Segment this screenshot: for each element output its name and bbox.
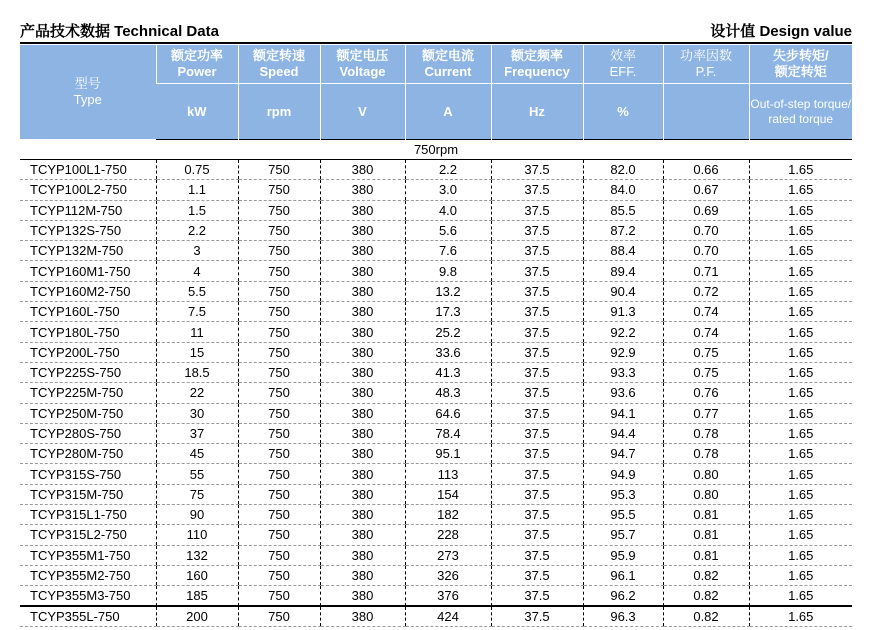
torque-cell: 1.65 bbox=[749, 241, 852, 261]
table-row bbox=[20, 160, 852, 180]
type-cell: TCYP280S-750 bbox=[20, 423, 156, 443]
torque-cell: 1.65 bbox=[749, 464, 852, 484]
power-unit: kW bbox=[156, 84, 238, 140]
frequency-column-header bbox=[491, 45, 583, 84]
torque-header-en: 额定转矩 bbox=[774, 64, 827, 79]
power-column-header bbox=[156, 45, 238, 84]
speed-unit: rpm bbox=[238, 84, 320, 140]
efficiency-cell: 88.4 bbox=[583, 241, 663, 261]
speed-group-label: 750rpm bbox=[20, 140, 852, 160]
efficiency-cell: 92.9 bbox=[583, 342, 663, 362]
type-header-cn: 型号 bbox=[74, 76, 101, 91]
table-row bbox=[20, 484, 852, 504]
type-cell: TCYP225S-750 bbox=[20, 362, 156, 382]
speed-group-row bbox=[20, 140, 852, 160]
torque-cell: 1.65 bbox=[749, 200, 852, 220]
torque-header-cn: 失步转矩/ bbox=[772, 48, 829, 63]
voltage-cell: 380 bbox=[320, 606, 405, 626]
efficiency-header-en: EFF. bbox=[609, 64, 637, 79]
current-cell: 41.3 bbox=[405, 362, 491, 382]
torque-unit: Out-of-step torque/ rated torque bbox=[749, 84, 852, 140]
speed-cell: 750 bbox=[238, 160, 320, 180]
voltage-cell: 380 bbox=[320, 525, 405, 545]
table-row bbox=[20, 261, 852, 281]
power-cell: 110 bbox=[156, 525, 238, 545]
type-cell: TCYP160L-750 bbox=[20, 302, 156, 322]
voltage-header-cn: 额定电压 bbox=[336, 48, 389, 63]
torque-cell: 1.65 bbox=[749, 444, 852, 464]
speed-cell: 750 bbox=[238, 444, 320, 464]
frequency-cell: 37.5 bbox=[491, 160, 583, 180]
voltage-cell: 380 bbox=[320, 505, 405, 525]
efficiency-cell: 94.9 bbox=[583, 464, 663, 484]
voltage-cell: 380 bbox=[320, 322, 405, 342]
power-factor-cell: 0.82 bbox=[663, 586, 749, 606]
frequency-cell: 37.5 bbox=[491, 362, 583, 382]
efficiency-cell: 96.3 bbox=[583, 606, 663, 626]
voltage-cell: 380 bbox=[320, 484, 405, 504]
torque-cell: 1.65 bbox=[749, 322, 852, 342]
type-cell: TCYP315L2-750 bbox=[20, 525, 156, 545]
torque-cell: 1.65 bbox=[749, 525, 852, 545]
efficiency-cell: 92.2 bbox=[583, 322, 663, 342]
power-header-en: Power bbox=[177, 64, 217, 79]
voltage-cell: 380 bbox=[320, 464, 405, 484]
power-factor-cell: 0.75 bbox=[663, 362, 749, 382]
speed-cell: 750 bbox=[238, 322, 320, 342]
power-cell: 18.5 bbox=[156, 362, 238, 382]
current-cell: 3.0 bbox=[405, 180, 491, 200]
current-header-cn: 额定电流 bbox=[421, 48, 474, 63]
efficiency-cell: 89.4 bbox=[583, 261, 663, 281]
voltage-cell: 380 bbox=[320, 444, 405, 464]
torque-cell: 1.65 bbox=[749, 160, 852, 180]
power-factor-cell: 0.69 bbox=[663, 200, 749, 220]
power-cell: 45 bbox=[156, 444, 238, 464]
torque-cell: 1.65 bbox=[749, 586, 852, 606]
frequency-cell: 37.5 bbox=[491, 200, 583, 220]
torque-cell: 1.65 bbox=[749, 281, 852, 301]
power-cell: 22 bbox=[156, 383, 238, 403]
torque-cell: 1.65 bbox=[749, 362, 852, 382]
table-row bbox=[20, 241, 852, 261]
efficiency-unit: % bbox=[583, 84, 663, 140]
efficiency-cell: 87.2 bbox=[583, 220, 663, 240]
power-factor-cell: 0.76 bbox=[663, 383, 749, 403]
document-title-bar bbox=[20, 22, 852, 42]
efficiency-cell: 94.4 bbox=[583, 423, 663, 443]
torque-cell: 1.65 bbox=[749, 220, 852, 240]
speed-cell: 750 bbox=[238, 606, 320, 626]
frequency-cell: 37.5 bbox=[491, 342, 583, 362]
power-factor-header-cn: 功率因数 bbox=[679, 48, 732, 63]
current-cell: 2.2 bbox=[405, 160, 491, 180]
frequency-cell: 37.5 bbox=[491, 322, 583, 342]
power-cell: 2.2 bbox=[156, 220, 238, 240]
voltage-header-en: Voltage bbox=[339, 64, 386, 79]
table-row bbox=[20, 302, 852, 322]
torque-cell: 1.65 bbox=[749, 261, 852, 281]
frequency-cell: 37.5 bbox=[491, 261, 583, 281]
type-cell: TCYP315M-750 bbox=[20, 484, 156, 504]
voltage-cell: 380 bbox=[320, 180, 405, 200]
type-cell: TCYP100L1-750 bbox=[20, 160, 156, 180]
table-row bbox=[20, 362, 852, 382]
torque-cell: 1.65 bbox=[749, 302, 852, 322]
current-cell: 154 bbox=[405, 484, 491, 504]
voltage-cell: 380 bbox=[320, 423, 405, 443]
document-title: 产品技术数据 Technical Data bbox=[20, 23, 219, 40]
frequency-header-en: Frequency bbox=[504, 64, 570, 79]
power-cell: 30 bbox=[156, 403, 238, 423]
current-cell: 113 bbox=[405, 464, 491, 484]
power-factor-unit bbox=[663, 84, 749, 140]
efficiency-cell: 94.1 bbox=[583, 403, 663, 423]
table-row bbox=[20, 342, 852, 362]
power-factor-cell: 0.70 bbox=[663, 220, 749, 240]
efficiency-cell: 94.7 bbox=[583, 444, 663, 464]
voltage-cell: 380 bbox=[320, 220, 405, 240]
power-factor-cell: 0.74 bbox=[663, 302, 749, 322]
power-cell: 5.5 bbox=[156, 281, 238, 301]
torque-cell: 1.65 bbox=[749, 423, 852, 443]
speed-column-header bbox=[238, 45, 320, 84]
frequency-cell: 37.5 bbox=[491, 383, 583, 403]
power-factor-cell: 0.72 bbox=[663, 281, 749, 301]
type-cell: TCYP160M1-750 bbox=[20, 261, 156, 281]
power-cell: 3 bbox=[156, 241, 238, 261]
power-factor-cell: 0.66 bbox=[663, 160, 749, 180]
speed-cell: 750 bbox=[238, 342, 320, 362]
table-header bbox=[20, 45, 852, 140]
speed-cell: 750 bbox=[238, 545, 320, 565]
efficiency-header-cn: 效率 bbox=[609, 48, 636, 63]
table-row bbox=[20, 322, 852, 342]
type-cell: TCYP315S-750 bbox=[20, 464, 156, 484]
frequency-cell: 37.5 bbox=[491, 423, 583, 443]
speed-cell: 750 bbox=[238, 505, 320, 525]
power-factor-cell: 0.77 bbox=[663, 403, 749, 423]
power-factor-cell: 0.82 bbox=[663, 565, 749, 585]
speed-header-en: Speed bbox=[259, 64, 299, 79]
efficiency-cell: 93.6 bbox=[583, 383, 663, 403]
speed-cell: 750 bbox=[238, 261, 320, 281]
technical-data-table bbox=[20, 45, 852, 627]
current-cell: 424 bbox=[405, 606, 491, 626]
table-row bbox=[20, 281, 852, 301]
current-cell: 4.0 bbox=[405, 200, 491, 220]
frequency-unit: Hz bbox=[491, 84, 583, 140]
table-row bbox=[20, 606, 852, 626]
power-cell: 1.1 bbox=[156, 180, 238, 200]
efficiency-column-header bbox=[583, 45, 663, 84]
type-cell: TCYP160M2-750 bbox=[20, 281, 156, 301]
power-cell: 75 bbox=[156, 484, 238, 504]
frequency-cell: 37.5 bbox=[491, 444, 583, 464]
speed-cell: 750 bbox=[238, 464, 320, 484]
table-row bbox=[20, 444, 852, 464]
current-cell: 33.6 bbox=[405, 342, 491, 362]
top-rule bbox=[20, 42, 852, 44]
power-cell: 37 bbox=[156, 423, 238, 443]
voltage-cell: 380 bbox=[320, 362, 405, 382]
voltage-cell: 380 bbox=[320, 586, 405, 606]
table-row bbox=[20, 505, 852, 525]
power-factor-cell: 0.78 bbox=[663, 423, 749, 443]
voltage-cell: 380 bbox=[320, 261, 405, 281]
voltage-cell: 380 bbox=[320, 302, 405, 322]
power-cell: 7.5 bbox=[156, 302, 238, 322]
voltage-cell: 380 bbox=[320, 545, 405, 565]
efficiency-cell: 93.3 bbox=[583, 362, 663, 382]
speed-cell: 750 bbox=[238, 383, 320, 403]
efficiency-cell: 82.0 bbox=[583, 160, 663, 180]
power-cell: 1.5 bbox=[156, 200, 238, 220]
type-cell: TCYP355M3-750 bbox=[20, 586, 156, 606]
efficiency-cell: 95.5 bbox=[583, 505, 663, 525]
speed-cell: 750 bbox=[238, 200, 320, 220]
type-cell: TCYP132S-750 bbox=[20, 220, 156, 240]
type-cell: TCYP180L-750 bbox=[20, 322, 156, 342]
current-cell: 376 bbox=[405, 586, 491, 606]
current-cell: 5.6 bbox=[405, 220, 491, 240]
power-factor-cell: 0.82 bbox=[663, 606, 749, 626]
current-cell: 13.2 bbox=[405, 281, 491, 301]
speed-cell: 750 bbox=[238, 302, 320, 322]
frequency-cell: 37.5 bbox=[491, 606, 583, 626]
voltage-cell: 380 bbox=[320, 200, 405, 220]
current-cell: 182 bbox=[405, 505, 491, 525]
speed-cell: 750 bbox=[238, 525, 320, 545]
type-cell: TCYP355M2-750 bbox=[20, 565, 156, 585]
speed-cell: 750 bbox=[238, 362, 320, 382]
speed-cell: 750 bbox=[238, 586, 320, 606]
table-row bbox=[20, 525, 852, 545]
frequency-header-cn: 额定频率 bbox=[510, 48, 563, 63]
power-factor-cell: 0.70 bbox=[663, 241, 749, 261]
current-cell: 7.6 bbox=[405, 241, 491, 261]
frequency-cell: 37.5 bbox=[491, 241, 583, 261]
current-cell: 95.1 bbox=[405, 444, 491, 464]
current-cell: 64.6 bbox=[405, 403, 491, 423]
efficiency-cell: 95.9 bbox=[583, 545, 663, 565]
power-cell: 90 bbox=[156, 505, 238, 525]
voltage-cell: 380 bbox=[320, 281, 405, 301]
power-factor-cell: 0.81 bbox=[663, 525, 749, 545]
type-cell: TCYP100L2-750 bbox=[20, 180, 156, 200]
voltage-cell: 380 bbox=[320, 342, 405, 362]
power-factor-cell: 0.75 bbox=[663, 342, 749, 362]
voltage-column-header bbox=[320, 45, 405, 84]
frequency-cell: 37.5 bbox=[491, 586, 583, 606]
voltage-cell: 380 bbox=[320, 403, 405, 423]
efficiency-cell: 90.4 bbox=[583, 281, 663, 301]
power-factor-column-header bbox=[663, 45, 749, 84]
frequency-cell: 37.5 bbox=[491, 281, 583, 301]
power-factor-header-en: P.F. bbox=[695, 64, 717, 79]
power-factor-cell: 0.80 bbox=[663, 464, 749, 484]
type-cell: TCYP355M1-750 bbox=[20, 545, 156, 565]
table-row bbox=[20, 423, 852, 443]
voltage-cell: 380 bbox=[320, 160, 405, 180]
current-cell: 48.3 bbox=[405, 383, 491, 403]
frequency-cell: 37.5 bbox=[491, 220, 583, 240]
torque-cell: 1.65 bbox=[749, 403, 852, 423]
type-cell: TCYP200L-750 bbox=[20, 342, 156, 362]
frequency-cell: 37.5 bbox=[491, 484, 583, 504]
voltage-cell: 380 bbox=[320, 565, 405, 585]
table-row bbox=[20, 565, 852, 585]
table-row bbox=[20, 180, 852, 200]
type-cell: TCYP225M-750 bbox=[20, 383, 156, 403]
power-cell: 15 bbox=[156, 342, 238, 362]
power-factor-cell: 0.71 bbox=[663, 261, 749, 281]
efficiency-cell: 91.3 bbox=[583, 302, 663, 322]
speed-cell: 750 bbox=[238, 241, 320, 261]
current-cell: 273 bbox=[405, 545, 491, 565]
current-header-en: Current bbox=[424, 64, 472, 79]
efficiency-cell: 84.0 bbox=[583, 180, 663, 200]
table-row bbox=[20, 383, 852, 403]
table-body bbox=[20, 140, 852, 627]
frequency-cell: 37.5 bbox=[491, 525, 583, 545]
current-cell: 17.3 bbox=[405, 302, 491, 322]
type-column-header bbox=[20, 45, 156, 140]
efficiency-cell: 95.3 bbox=[583, 484, 663, 504]
speed-cell: 750 bbox=[238, 180, 320, 200]
type-cell: TCYP355L-750 bbox=[20, 606, 156, 626]
current-cell: 326 bbox=[405, 565, 491, 585]
power-cell: 11 bbox=[156, 322, 238, 342]
efficiency-cell: 85.5 bbox=[583, 200, 663, 220]
table-row bbox=[20, 403, 852, 423]
table-row bbox=[20, 200, 852, 220]
speed-cell: 750 bbox=[238, 220, 320, 240]
torque-cell: 1.65 bbox=[749, 545, 852, 565]
power-cell: 55 bbox=[156, 464, 238, 484]
torque-cell: 1.65 bbox=[749, 565, 852, 585]
current-unit: A bbox=[405, 84, 491, 140]
design-value-label: 设计值 Design value bbox=[710, 23, 852, 40]
type-header-en: Type bbox=[73, 92, 102, 107]
speed-cell: 750 bbox=[238, 423, 320, 443]
power-cell: 0.75 bbox=[156, 160, 238, 180]
type-cell: TCYP280M-750 bbox=[20, 444, 156, 464]
bottom-rule bbox=[20, 605, 852, 607]
power-factor-cell: 0.80 bbox=[663, 484, 749, 504]
power-cell: 4 bbox=[156, 261, 238, 281]
power-factor-cell: 0.81 bbox=[663, 545, 749, 565]
torque-column-header bbox=[749, 45, 852, 84]
frequency-cell: 37.5 bbox=[491, 505, 583, 525]
speed-cell: 750 bbox=[238, 281, 320, 301]
current-cell: 25.2 bbox=[405, 322, 491, 342]
efficiency-cell: 95.7 bbox=[583, 525, 663, 545]
speed-cell: 750 bbox=[238, 565, 320, 585]
table-row bbox=[20, 464, 852, 484]
type-cell: TCYP112M-750 bbox=[20, 200, 156, 220]
torque-cell: 1.65 bbox=[749, 484, 852, 504]
type-cell: TCYP250M-750 bbox=[20, 403, 156, 423]
power-factor-cell: 0.78 bbox=[663, 444, 749, 464]
table-row bbox=[20, 545, 852, 565]
current-cell: 228 bbox=[405, 525, 491, 545]
power-factor-cell: 0.67 bbox=[663, 180, 749, 200]
efficiency-cell: 96.1 bbox=[583, 565, 663, 585]
current-column-header bbox=[405, 45, 491, 84]
torque-cell: 1.65 bbox=[749, 505, 852, 525]
efficiency-cell: 96.2 bbox=[583, 586, 663, 606]
frequency-cell: 37.5 bbox=[491, 565, 583, 585]
current-cell: 9.8 bbox=[405, 261, 491, 281]
voltage-cell: 380 bbox=[320, 383, 405, 403]
table-row bbox=[20, 220, 852, 240]
speed-cell: 750 bbox=[238, 403, 320, 423]
power-factor-cell: 0.81 bbox=[663, 505, 749, 525]
power-cell: 185 bbox=[156, 586, 238, 606]
torque-cell: 1.65 bbox=[749, 383, 852, 403]
current-cell: 78.4 bbox=[405, 423, 491, 443]
table-row bbox=[20, 586, 852, 606]
frequency-cell: 37.5 bbox=[491, 302, 583, 322]
voltage-unit: V bbox=[320, 84, 405, 140]
frequency-cell: 37.5 bbox=[491, 180, 583, 200]
power-cell: 132 bbox=[156, 545, 238, 565]
speed-cell: 750 bbox=[238, 484, 320, 504]
speed-header-cn: 额定转速 bbox=[252, 48, 305, 63]
power-factor-cell: 0.74 bbox=[663, 322, 749, 342]
power-cell: 200 bbox=[156, 606, 238, 626]
frequency-cell: 37.5 bbox=[491, 545, 583, 565]
torque-cell: 1.65 bbox=[749, 342, 852, 362]
power-header-cn: 额定功率 bbox=[170, 48, 223, 63]
type-cell: TCYP315L1-750 bbox=[20, 505, 156, 525]
torque-cell: 1.65 bbox=[749, 180, 852, 200]
frequency-cell: 37.5 bbox=[491, 464, 583, 484]
torque-cell: 1.65 bbox=[749, 606, 852, 626]
power-cell: 160 bbox=[156, 565, 238, 585]
frequency-cell: 37.5 bbox=[491, 403, 583, 423]
voltage-cell: 380 bbox=[320, 241, 405, 261]
type-cell: TCYP132M-750 bbox=[20, 241, 156, 261]
